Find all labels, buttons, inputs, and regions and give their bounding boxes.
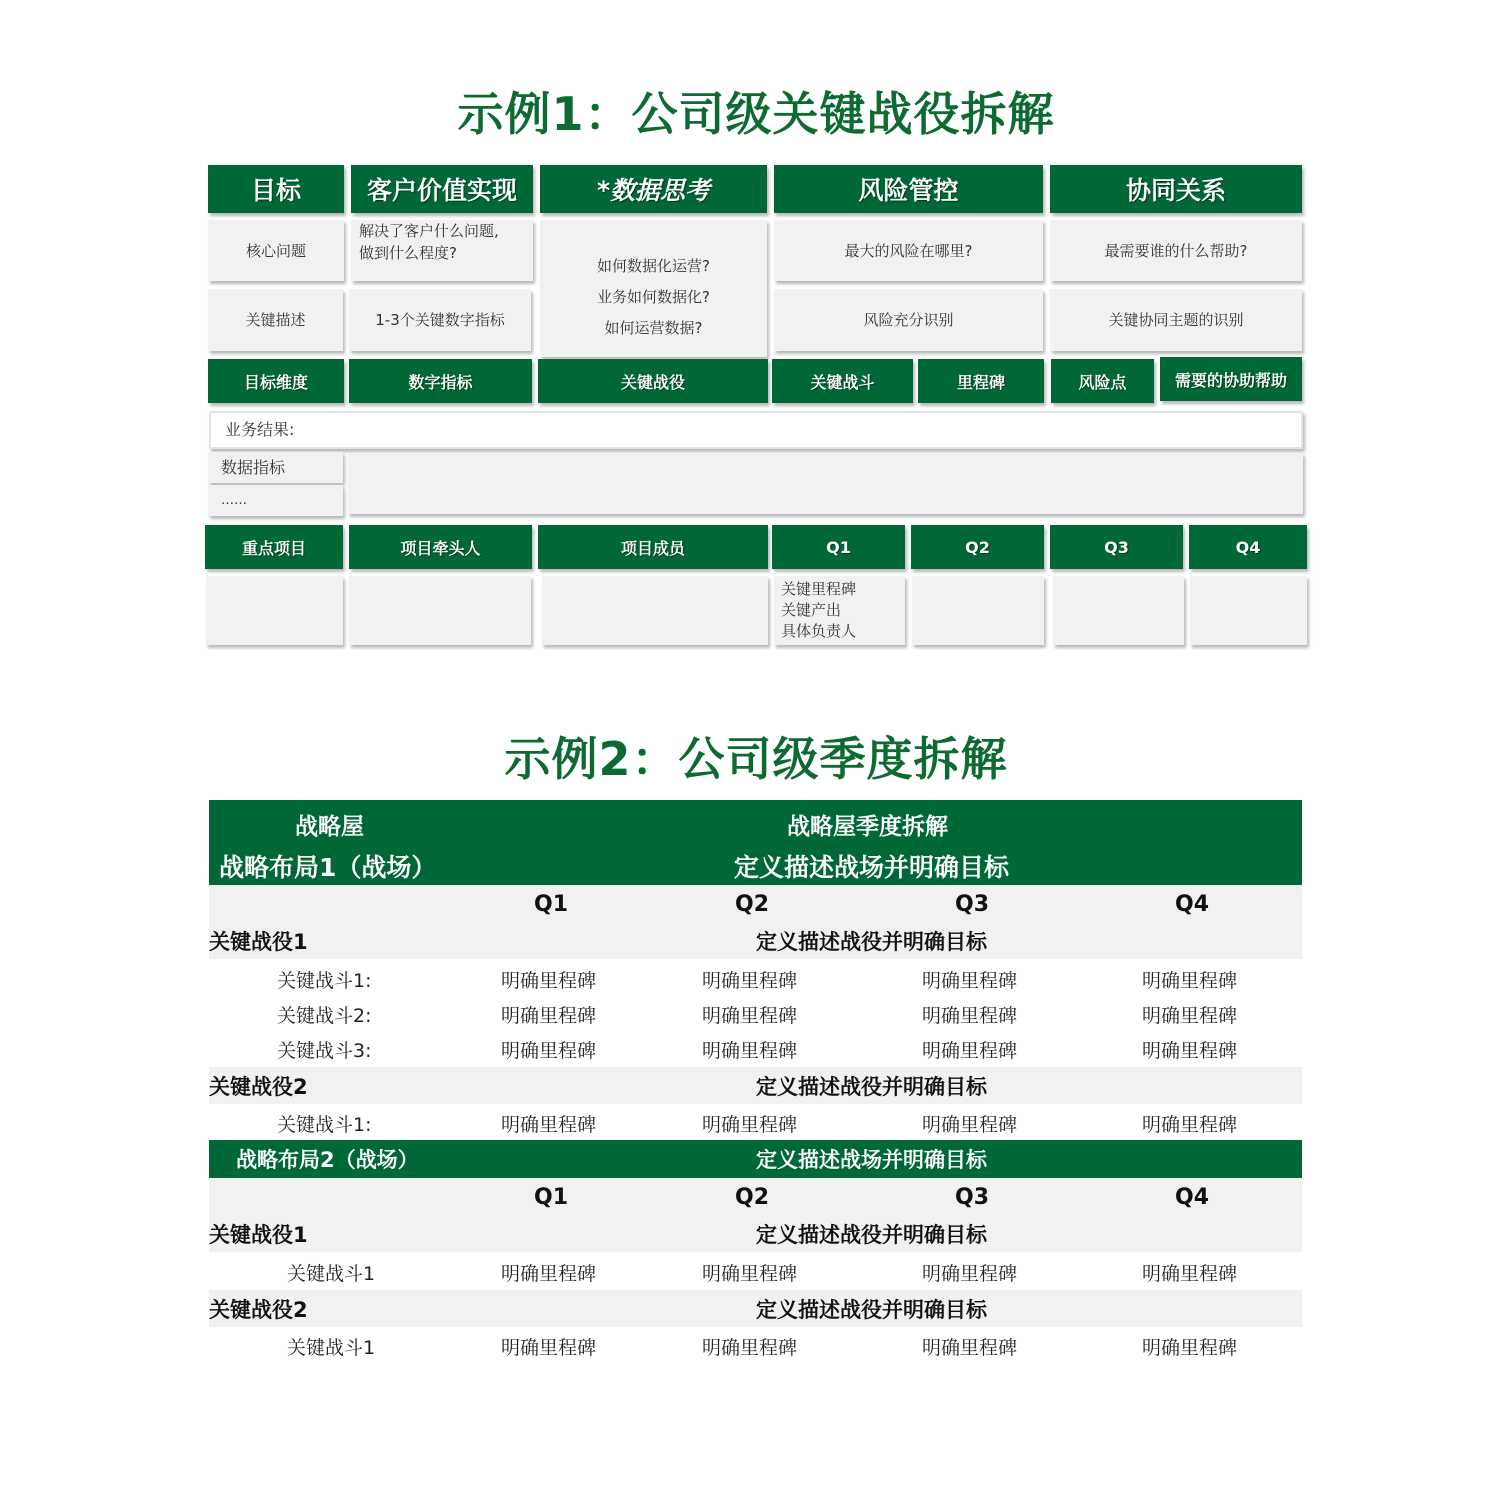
project-cell-q3 bbox=[1053, 576, 1184, 645]
layout2-q4: Q4 bbox=[1175, 1184, 1210, 1210]
milestone-q2: 明确里程碑 bbox=[702, 1113, 798, 1136]
subheader-milestone: 里程碑 bbox=[918, 359, 1044, 403]
business-result-bar bbox=[209, 411, 1303, 449]
milestone-q4: 明确里程碑 bbox=[1142, 1004, 1238, 1027]
battle-name: 关键战斗3: bbox=[277, 1039, 372, 1062]
strategy-house-header bbox=[209, 800, 1302, 885]
strategy-layout2-label: 战略布局2（战场） bbox=[236, 1148, 419, 1172]
layout2-campaign2-name: 关键战役2 bbox=[209, 1297, 308, 1322]
layout1-campaign1-goal: 定义描述战役并明确目标 bbox=[756, 930, 987, 954]
subheader-key-battle: 关键战斗 bbox=[772, 359, 913, 403]
layout1-q4: Q4 bbox=[1175, 891, 1210, 917]
data-thinking-box bbox=[540, 220, 767, 357]
layout1-campaign2-goal: 定义描述战役并明确目标 bbox=[756, 1074, 987, 1099]
milestone-q4: 明确里程碑 bbox=[1142, 1039, 1238, 1062]
project-header-members: 项目成员 bbox=[538, 525, 768, 569]
core-customer-value-line2: 做到什么程度? bbox=[359, 244, 457, 262]
header-customer-value: 客户价值实现 bbox=[351, 165, 533, 213]
milestone-q1: 明确里程碑 bbox=[501, 1004, 597, 1027]
data-metric-label: 数据指标 bbox=[208, 452, 343, 483]
data-thinking-line2: 业务如何数据化? bbox=[597, 288, 710, 306]
data-thinking-line3: 如何运营数据? bbox=[604, 319, 703, 337]
core-synergy: 最需要谁的什么帮助? bbox=[1050, 220, 1302, 281]
data-metric-ellipsis: …… bbox=[208, 485, 343, 516]
layout2-q2: Q2 bbox=[735, 1184, 770, 1210]
project-header-q3: Q3 bbox=[1050, 525, 1183, 569]
milestone-q3: 明确里程碑 bbox=[922, 969, 1018, 992]
project-cell-members bbox=[542, 576, 768, 645]
q1-line-milestone: 关键里程碑 bbox=[781, 580, 857, 598]
project-cell-q4 bbox=[1190, 576, 1307, 645]
project-header-q2: Q2 bbox=[911, 525, 1044, 569]
core-customer-value-line1: 解决了客户什么问题, bbox=[359, 222, 499, 240]
layout1-q2: Q2 bbox=[735, 891, 770, 917]
label-key-description: 关键描述 bbox=[208, 289, 343, 351]
layout2-q3: Q3 bbox=[955, 1184, 990, 1210]
milestone-q4: 明确里程碑 bbox=[1142, 1262, 1238, 1285]
battle-name: 关键战斗2: bbox=[277, 1004, 372, 1027]
data-thinking-line1: 如何数据化运营? bbox=[597, 257, 710, 275]
example1-title: 示例1：公司级关键战役拆解 bbox=[457, 87, 1055, 141]
project-cell-key-project bbox=[206, 576, 343, 645]
milestone-q2: 明确里程碑 bbox=[702, 1004, 798, 1027]
subheader-key-campaign: 关键战役 bbox=[538, 359, 768, 403]
layout1-campaign1-name: 关键战役1 bbox=[209, 930, 308, 954]
project-header-q4: Q4 bbox=[1189, 525, 1307, 569]
strategy-layout2-goal: 定义描述战场并明确目标 bbox=[756, 1148, 987, 1172]
subheader-digital-metric: 数字指标 bbox=[349, 359, 532, 403]
project-cell-q2 bbox=[912, 576, 1044, 645]
milestone-q4: 明确里程碑 bbox=[1142, 1336, 1238, 1359]
header-risk-control: 风险管控 bbox=[774, 165, 1043, 213]
strategy-layout2-header bbox=[209, 1140, 1302, 1178]
subheader-assistance-needed: 需要的协助帮助 bbox=[1160, 357, 1302, 401]
battle-name: 关键战斗1: bbox=[277, 969, 372, 992]
layout1-c1-battle1-row bbox=[209, 961, 1302, 997]
milestone-q3: 明确里程碑 bbox=[922, 1039, 1018, 1062]
layout2-campaign1-goal: 定义描述战役并明确目标 bbox=[756, 1223, 987, 1247]
q1-line-output: 关键产出 bbox=[781, 601, 842, 619]
subheader-goal-dimension: 目标维度 bbox=[208, 359, 344, 403]
core-customer-value bbox=[351, 220, 533, 281]
header-synergy: 协同关系 bbox=[1050, 165, 1302, 213]
layout2-campaign2-row bbox=[209, 1290, 1302, 1327]
milestone-q2: 明确里程碑 bbox=[702, 1262, 798, 1285]
battle-name: 关键战斗1 bbox=[287, 1336, 376, 1359]
milestone-q1: 明确里程碑 bbox=[501, 1336, 597, 1359]
project-cell-leader bbox=[349, 576, 531, 645]
layout1-q3: Q3 bbox=[955, 891, 990, 917]
layout1-c1-battle3-row bbox=[209, 1031, 1302, 1067]
data-metric-area bbox=[348, 453, 1303, 514]
milestone-q3: 明确里程碑 bbox=[922, 1262, 1018, 1285]
key-synergy: 关键协同主题的识别 bbox=[1050, 289, 1302, 351]
milestone-q2: 明确里程碑 bbox=[702, 969, 798, 992]
subheader-risk-point: 风险点 bbox=[1051, 359, 1154, 403]
layout2-campaign1-name: 关键战役1 bbox=[209, 1223, 308, 1247]
core-risk: 最大的风险在哪里? bbox=[774, 220, 1043, 281]
milestone-q3: 明确里程碑 bbox=[922, 1113, 1018, 1136]
milestone-q4: 明确里程碑 bbox=[1142, 969, 1238, 992]
milestone-q2: 明确里程碑 bbox=[702, 1336, 798, 1359]
strategy-house-label: 战略屋 bbox=[295, 813, 364, 840]
milestone-q4: 明确里程碑 bbox=[1142, 1113, 1238, 1136]
strategy-layout1-label: 战略布局1（战场） bbox=[219, 853, 437, 882]
q1-line-owner: 具体负责人 bbox=[781, 622, 857, 640]
milestone-q3: 明确里程碑 bbox=[922, 1004, 1018, 1027]
layout2-c2-battle1-row bbox=[209, 1328, 1302, 1364]
layout2-quarter-campaign-block bbox=[209, 1178, 1302, 1252]
strategy-layout1-goal: 定义描述战场并明确目标 bbox=[734, 853, 1010, 882]
layout2-q1: Q1 bbox=[534, 1184, 569, 1210]
example2-title: 示例2：公司级季度拆解 bbox=[504, 732, 1008, 786]
header-goal: 目标 bbox=[208, 165, 344, 213]
layout1-c1-battle2-row bbox=[209, 996, 1302, 1032]
label-core-question: 核心问题 bbox=[208, 220, 344, 281]
milestone-q1: 明确里程碑 bbox=[501, 1039, 597, 1062]
layout1-c2-battle1-row bbox=[209, 1105, 1302, 1141]
project-cell-q1 bbox=[774, 576, 905, 645]
project-header-key-project: 重点项目 bbox=[205, 525, 343, 569]
strategy-house-quarterly-label: 战略屋季度拆解 bbox=[787, 813, 948, 840]
milestone-q2: 明确里程碑 bbox=[702, 1039, 798, 1062]
layout1-quarter-campaign-block bbox=[209, 885, 1302, 959]
business-result-label: 业务结果: bbox=[225, 420, 295, 439]
layout1-campaign2-row bbox=[209, 1067, 1302, 1104]
milestone-q1: 明确里程碑 bbox=[501, 1262, 597, 1285]
milestone-q1: 明确里程碑 bbox=[501, 1113, 597, 1136]
project-header-leader: 项目牵头人 bbox=[349, 525, 532, 569]
battle-name: 关键战斗1 bbox=[287, 1262, 376, 1285]
project-header-q1: Q1 bbox=[772, 525, 905, 569]
battle-name: 关键战斗1: bbox=[277, 1113, 372, 1136]
milestone-q3: 明确里程碑 bbox=[922, 1336, 1018, 1359]
milestone-q1: 明确里程碑 bbox=[501, 969, 597, 992]
key-risk: 风险充分识别 bbox=[774, 289, 1043, 351]
layout2-c1-battle1-row bbox=[209, 1254, 1302, 1290]
layout1-q1: Q1 bbox=[534, 891, 569, 917]
key-customer-value: 1-3个关键数字指标 bbox=[349, 289, 531, 351]
layout1-campaign2-name: 关键战役2 bbox=[209, 1074, 308, 1099]
layout2-campaign2-goal: 定义描述战役并明确目标 bbox=[756, 1297, 987, 1322]
header-data-thinking: *数据思考 bbox=[540, 165, 767, 213]
